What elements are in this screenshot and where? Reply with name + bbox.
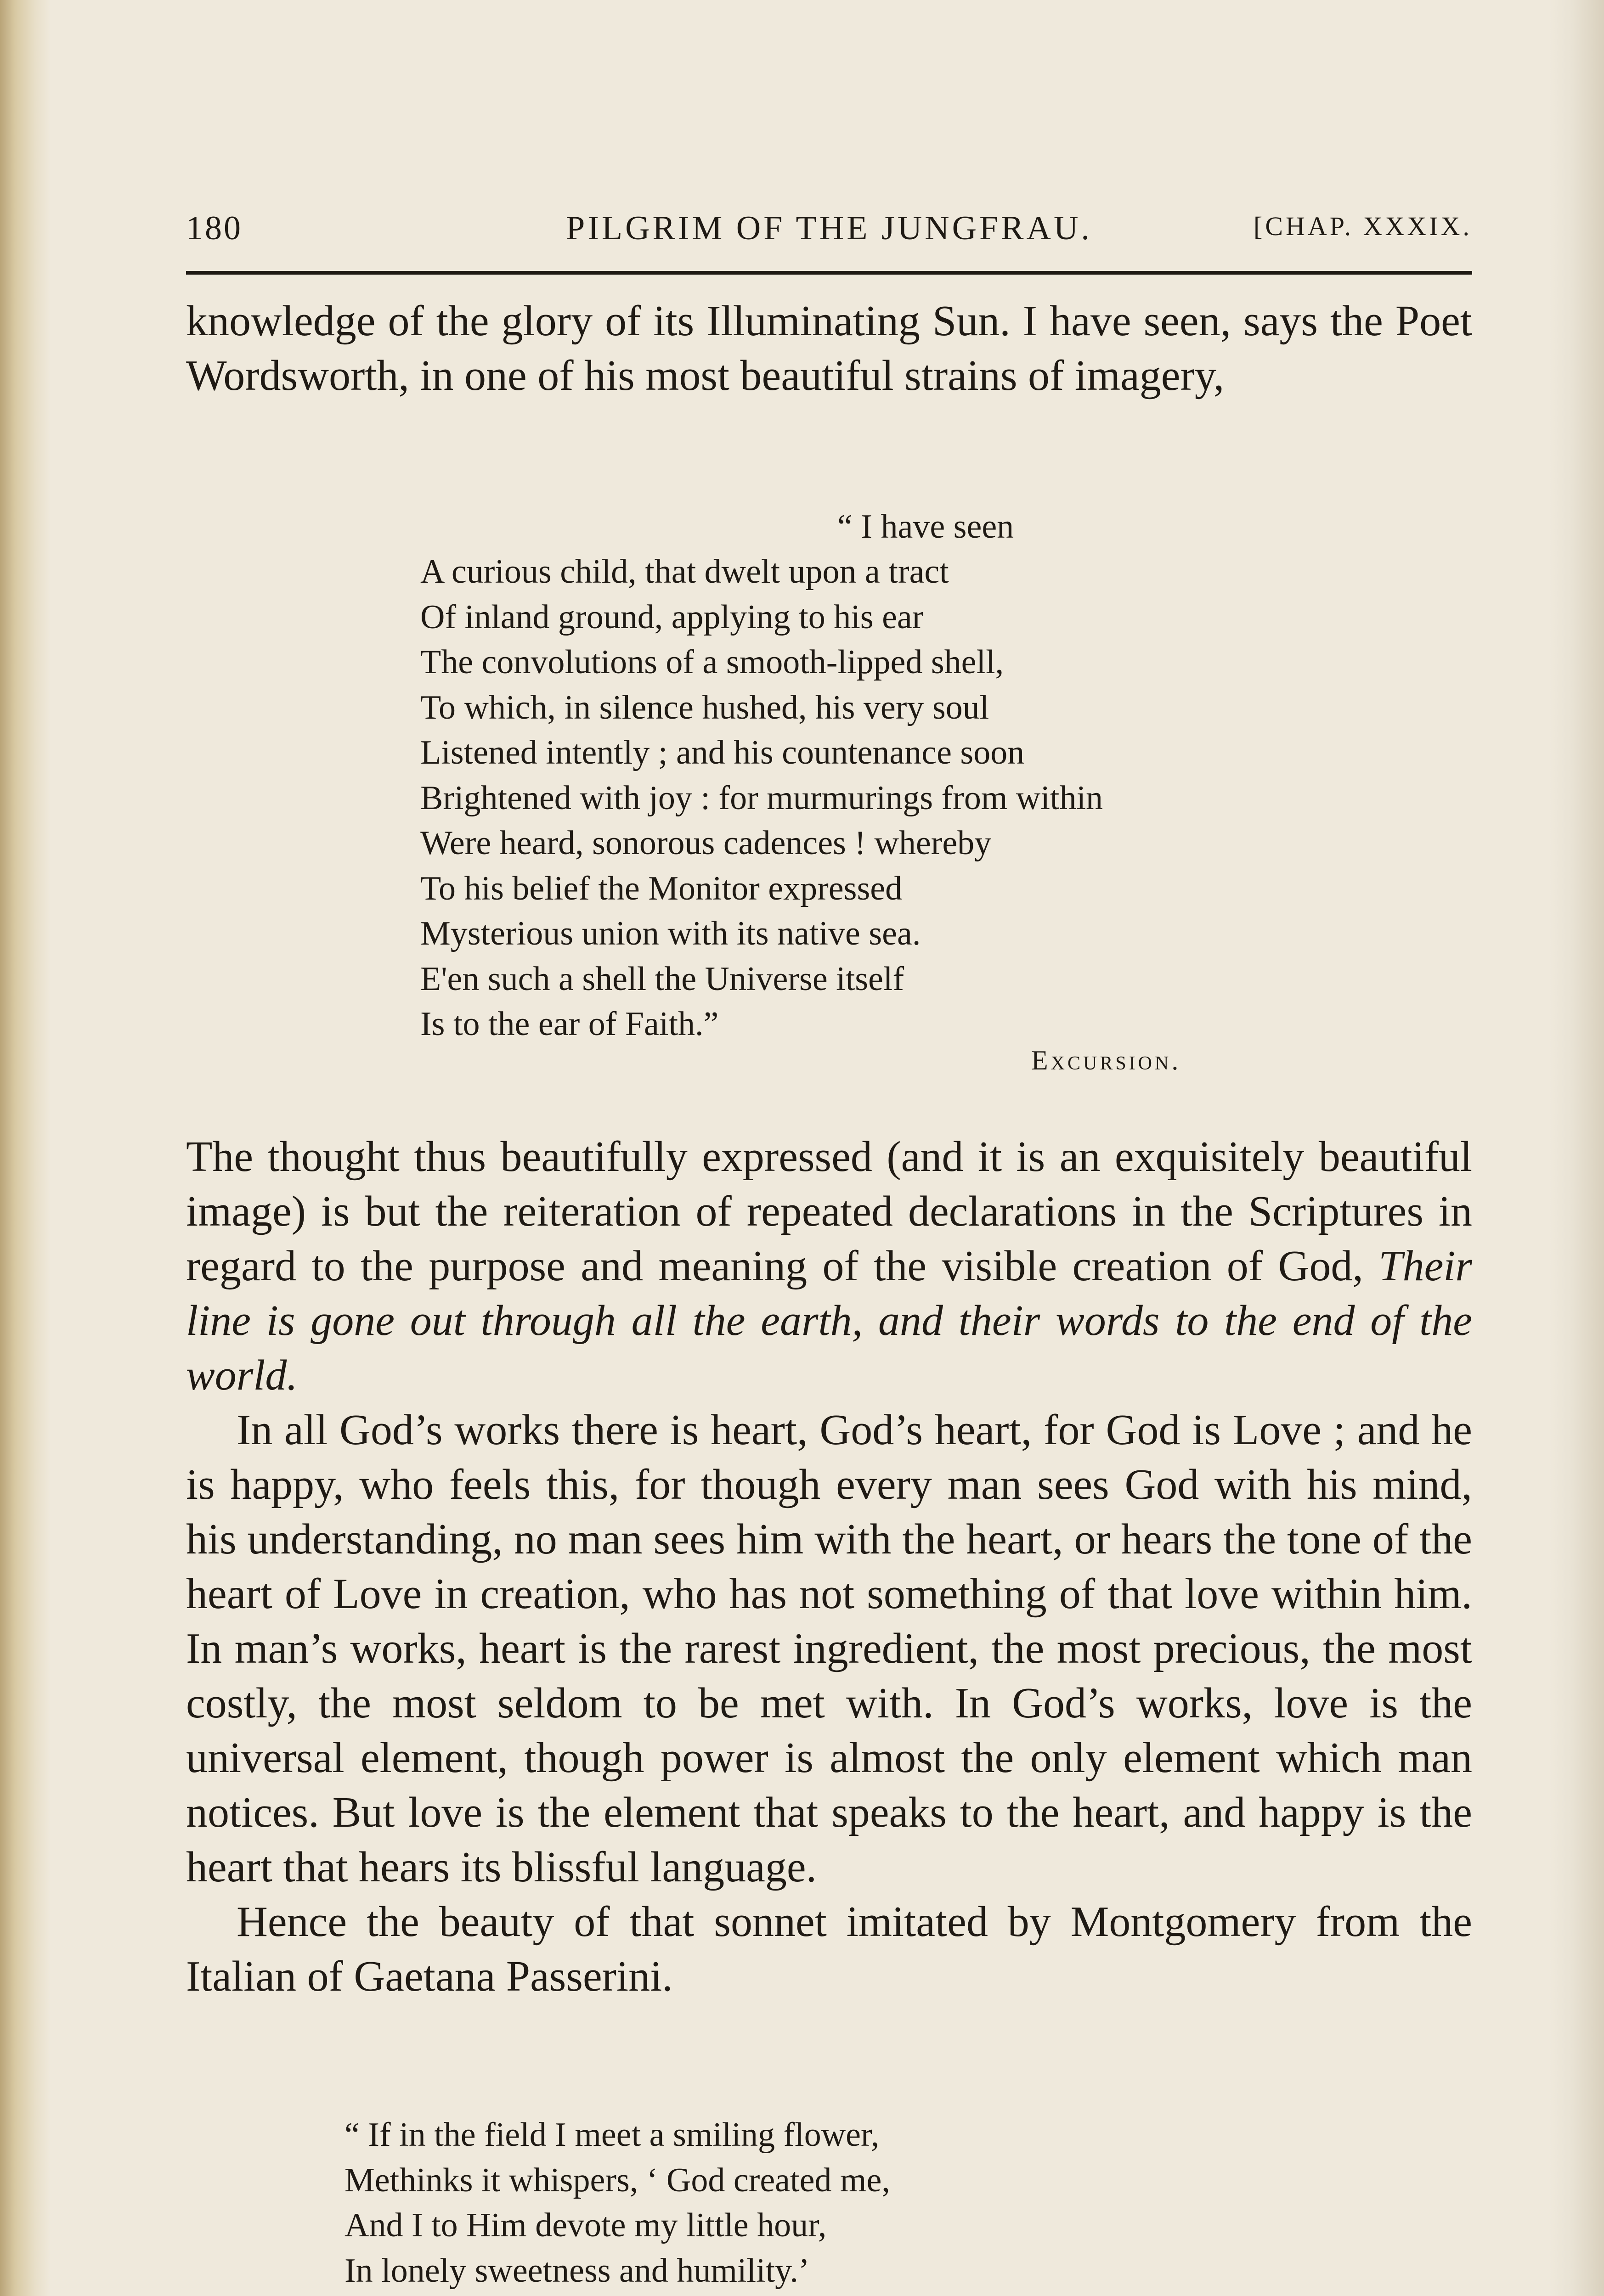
poem-line: Of inland ground, applying to his ear xyxy=(420,598,924,636)
poem-line: Listened intently ; and his countenance soon xyxy=(420,734,1025,771)
poem-line: To which, in silence hushed, his very soul xyxy=(420,688,989,726)
poem-line: And I to Him devote my little hour, xyxy=(345,2206,827,2244)
paragraph-4: Hence the beauty of that sonnet imitated by Montgomery from the Italian of Gaetana Passerini. xyxy=(186,1898,1472,2000)
opening-paragraph-text: knowledge of the glory of its Illuminating Sun. I have seen, says the Poet Wordsworth, in one of his most beautiful strains of imagery, xyxy=(186,297,1472,400)
poem-line: In lonely sweetness and humility.’ xyxy=(345,2251,810,2290)
paragraph-2 xyxy=(186,1130,1472,1403)
book-spine-shadow xyxy=(0,0,51,2296)
poem-line: Brightened with joy : for murmurings from within xyxy=(420,779,1103,817)
header-rule xyxy=(186,271,1472,275)
poem1-first-line xyxy=(837,504,1014,550)
opening-paragraph xyxy=(186,294,1472,403)
poem-line: “ I have seen xyxy=(837,508,1014,546)
poem-line: Were heard, sonorous cadences ! whereby xyxy=(420,824,992,862)
page-edge xyxy=(1549,0,1604,2296)
running-title: PILGRIM OF THE JUNGFRAU. xyxy=(566,209,1092,247)
running-header xyxy=(186,209,1472,255)
poem-line: To his belief the Monitor expressed xyxy=(420,869,903,907)
page-number: 180 xyxy=(186,209,243,247)
poem-line: The convolutions of a smooth-lipped shell, xyxy=(420,643,1004,681)
poem1 xyxy=(420,549,1103,1047)
poem-line: Is to the ear of Faith.” xyxy=(420,1005,719,1043)
poem-line: A curious child, that dwelt upon a tract xyxy=(420,553,949,591)
book-page xyxy=(186,0,1472,2296)
paragraph-2-text: The thought thus beautifully expressed (and it is an exquisitely beautiful image) is but the reiteration of repeated declarations in the Scriptures in regard to the purpose and meaning of the visible creation of God, xyxy=(186,1133,1472,1290)
chapter-label: [CHAP. XXXIX. xyxy=(1254,211,1472,241)
poem2 xyxy=(345,2112,943,2296)
scripture-quote: Their line is gone out through all the earth, and their words to the end of the world. xyxy=(186,1242,1472,1399)
poem-line: Methinks it whispers, ‘ God created me, xyxy=(345,2161,890,2199)
poem-line: “ If in the field I meet a smiling flower, xyxy=(345,2116,880,2154)
paragraph-3: In all God’s works there is heart, God’s heart, for God is Love ; and he is happy, who feels this, for though every man sees God with his mind, his understanding, no man sees him with the heart, or hears the tone of the heart of Love in creation, who has not something of that love within him. In man’s works, heart is the rarest ingredient, the most precious, the most costly, the most seldom to be met with. In God’s works, love is the universal element, though power is almost the only element which man notices. But love is the element that speaks to the heart, and happy is the heart that hears its blissful language. xyxy=(186,1406,1472,1891)
poem-line xyxy=(345,2293,943,2296)
poem-line: E'en such a shell the Universe itself xyxy=(420,960,904,998)
body-text xyxy=(186,1130,1472,2004)
poem1-attribution: Excursion. xyxy=(1031,1045,1181,1075)
poem-line: Mysterious union with its native sea. xyxy=(420,915,921,952)
